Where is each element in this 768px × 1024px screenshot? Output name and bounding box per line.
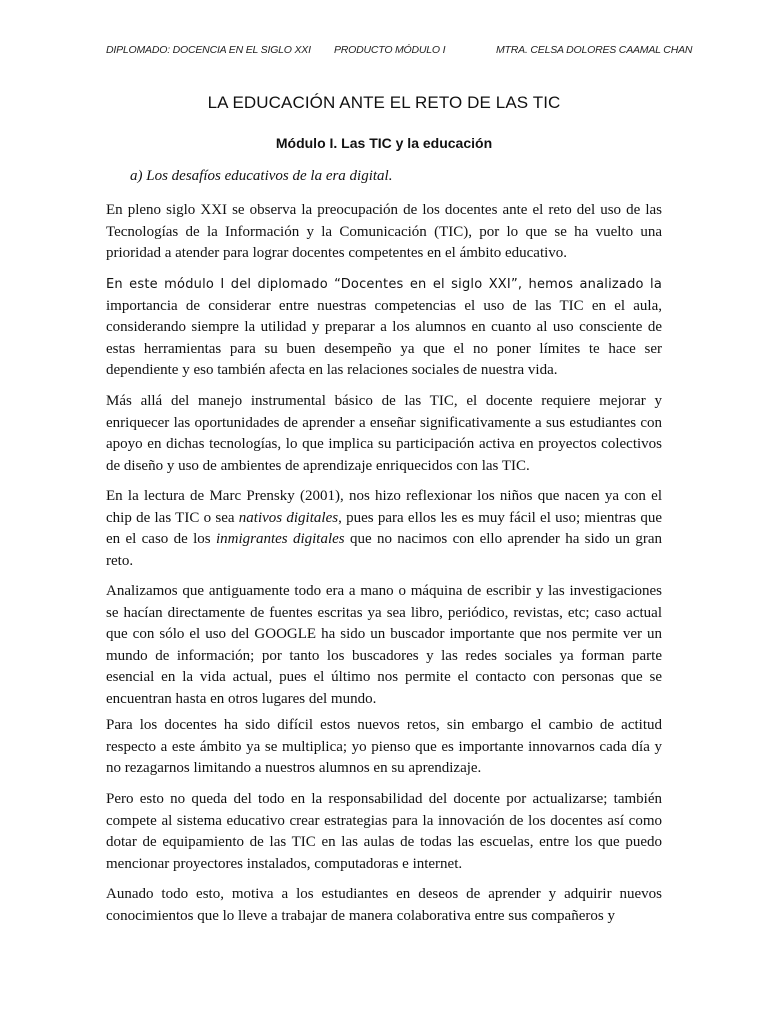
document-title: LA EDUCACIÓN ANTE EL RETO DE LAS TIC xyxy=(207,93,561,112)
section-heading: a) Los desafíos educativos de la era digital. xyxy=(130,168,393,184)
paragraph-4-part-c: que no nacimos con ello aprender ha sido un gran reto. xyxy=(106,531,662,569)
paragraph-8: Aunado todo esto, motiva a los estudiantes en deseos de aprender y adquirir nuevos conocimientos que lo lleve a trabajar de manera colaborativa entre sus compañeros y xyxy=(106,886,662,924)
paragraph-4 xyxy=(106,486,662,572)
term-nativos-digitales: nativos digitales xyxy=(238,509,339,526)
paragraph-4-part-b: , pues para ellos les es muy fácil el uso; mientras que en el caso de los xyxy=(106,509,662,547)
header-product: PRODUCTO MÓDULO I xyxy=(334,44,446,56)
page-header xyxy=(106,44,693,62)
header-author: MTRA. CELSA DOLORES CAAMAL CHAN xyxy=(496,44,693,56)
header-course: DIPLOMADO: DOCENCIA EN EL SIGLO XXI xyxy=(106,44,311,56)
paragraph-1: En pleno siglo XXI se observa la preocupación de los docentes ante el reto del uso de las Tecnologías de la Información y la Comunicación (TIC), por lo que se ha vuelto una prioridad a atender para lograr docentes competentes en el ámbito educativo. xyxy=(106,202,662,261)
paragraph-3: Más allá del manejo instrumental básico de las TIC, el docente requiere mejorar y enriquecer las oportunidades de aprender a enseñar significativamente a sus estudiantes con apoyo en dichas tecnologías, lo que implica su participación activa en proyectos colectivos de diseño y uso de ambientes de aprendizaje enriquecidos con las TIC. xyxy=(106,393,662,474)
paragraph-2-rest: importancia de considerar entre nuestras competencias el uso de las TIC en el aula, considerando siempre la utilidad y preparar a los alumnos en cuanto al uso consciente de estas herramientas para su buen desempeño ya que el no poner límites te hace ser dependiente y eso también afecta en las relaciones sociales de nuestra vida. xyxy=(106,297,662,378)
paragraph-6: Para los docentes ha sido difícil estos nuevos retos, sin embargo el cambio de actitud respecto a este ámbito ya se multiplica; yo pienso que es importante innovarnos cada día y no rezagarnos limitando a nuestros alumnos en su aprendizaje. xyxy=(106,717,662,776)
paragraph-2 xyxy=(106,274,662,382)
paragraph-5: Analizamos que antiguamente todo era a mano o máquina de escribir y las investigaciones se hacían directamente de fuentes escritas ya sea libro, periódico, revistas, etc; caso actual que con sólo el uso del GOOGLE ha sido un buscador importante que nos permite ver un mundo de información; por tanto los buscadores y las redes sociales ya forman parte esencial en la vida actual, pues el último nos permite el contacto con personas que se encuentran hasta en otros lugares del mundo. xyxy=(106,583,662,707)
paragraph-7: Pero esto no queda del todo en la responsabilidad del docente por actualizarse; también compete al sistema educativo crear estrategias para la innovación de los docentes así como dotar de equipamiento de las TIC en las aulas de todas las escuelas, entre los que puedo mencionar proyectores instalados, computadoras e internet. xyxy=(106,791,662,872)
paragraph-2-lead: En este módulo I del diplomado “Docentes en el siglo XXI”, hemos analizado la xyxy=(106,277,662,292)
document-subtitle: Módulo I. Las TIC y la educación xyxy=(275,135,493,151)
term-inmigrantes-digitales: inmigrantes digitales xyxy=(215,531,345,547)
paragraph-4-part-a: En la lectura de Marc Prensky (2001), nos hizo reflexionar los niños que nacen ya con el chip de las TIC o sea xyxy=(106,488,662,526)
